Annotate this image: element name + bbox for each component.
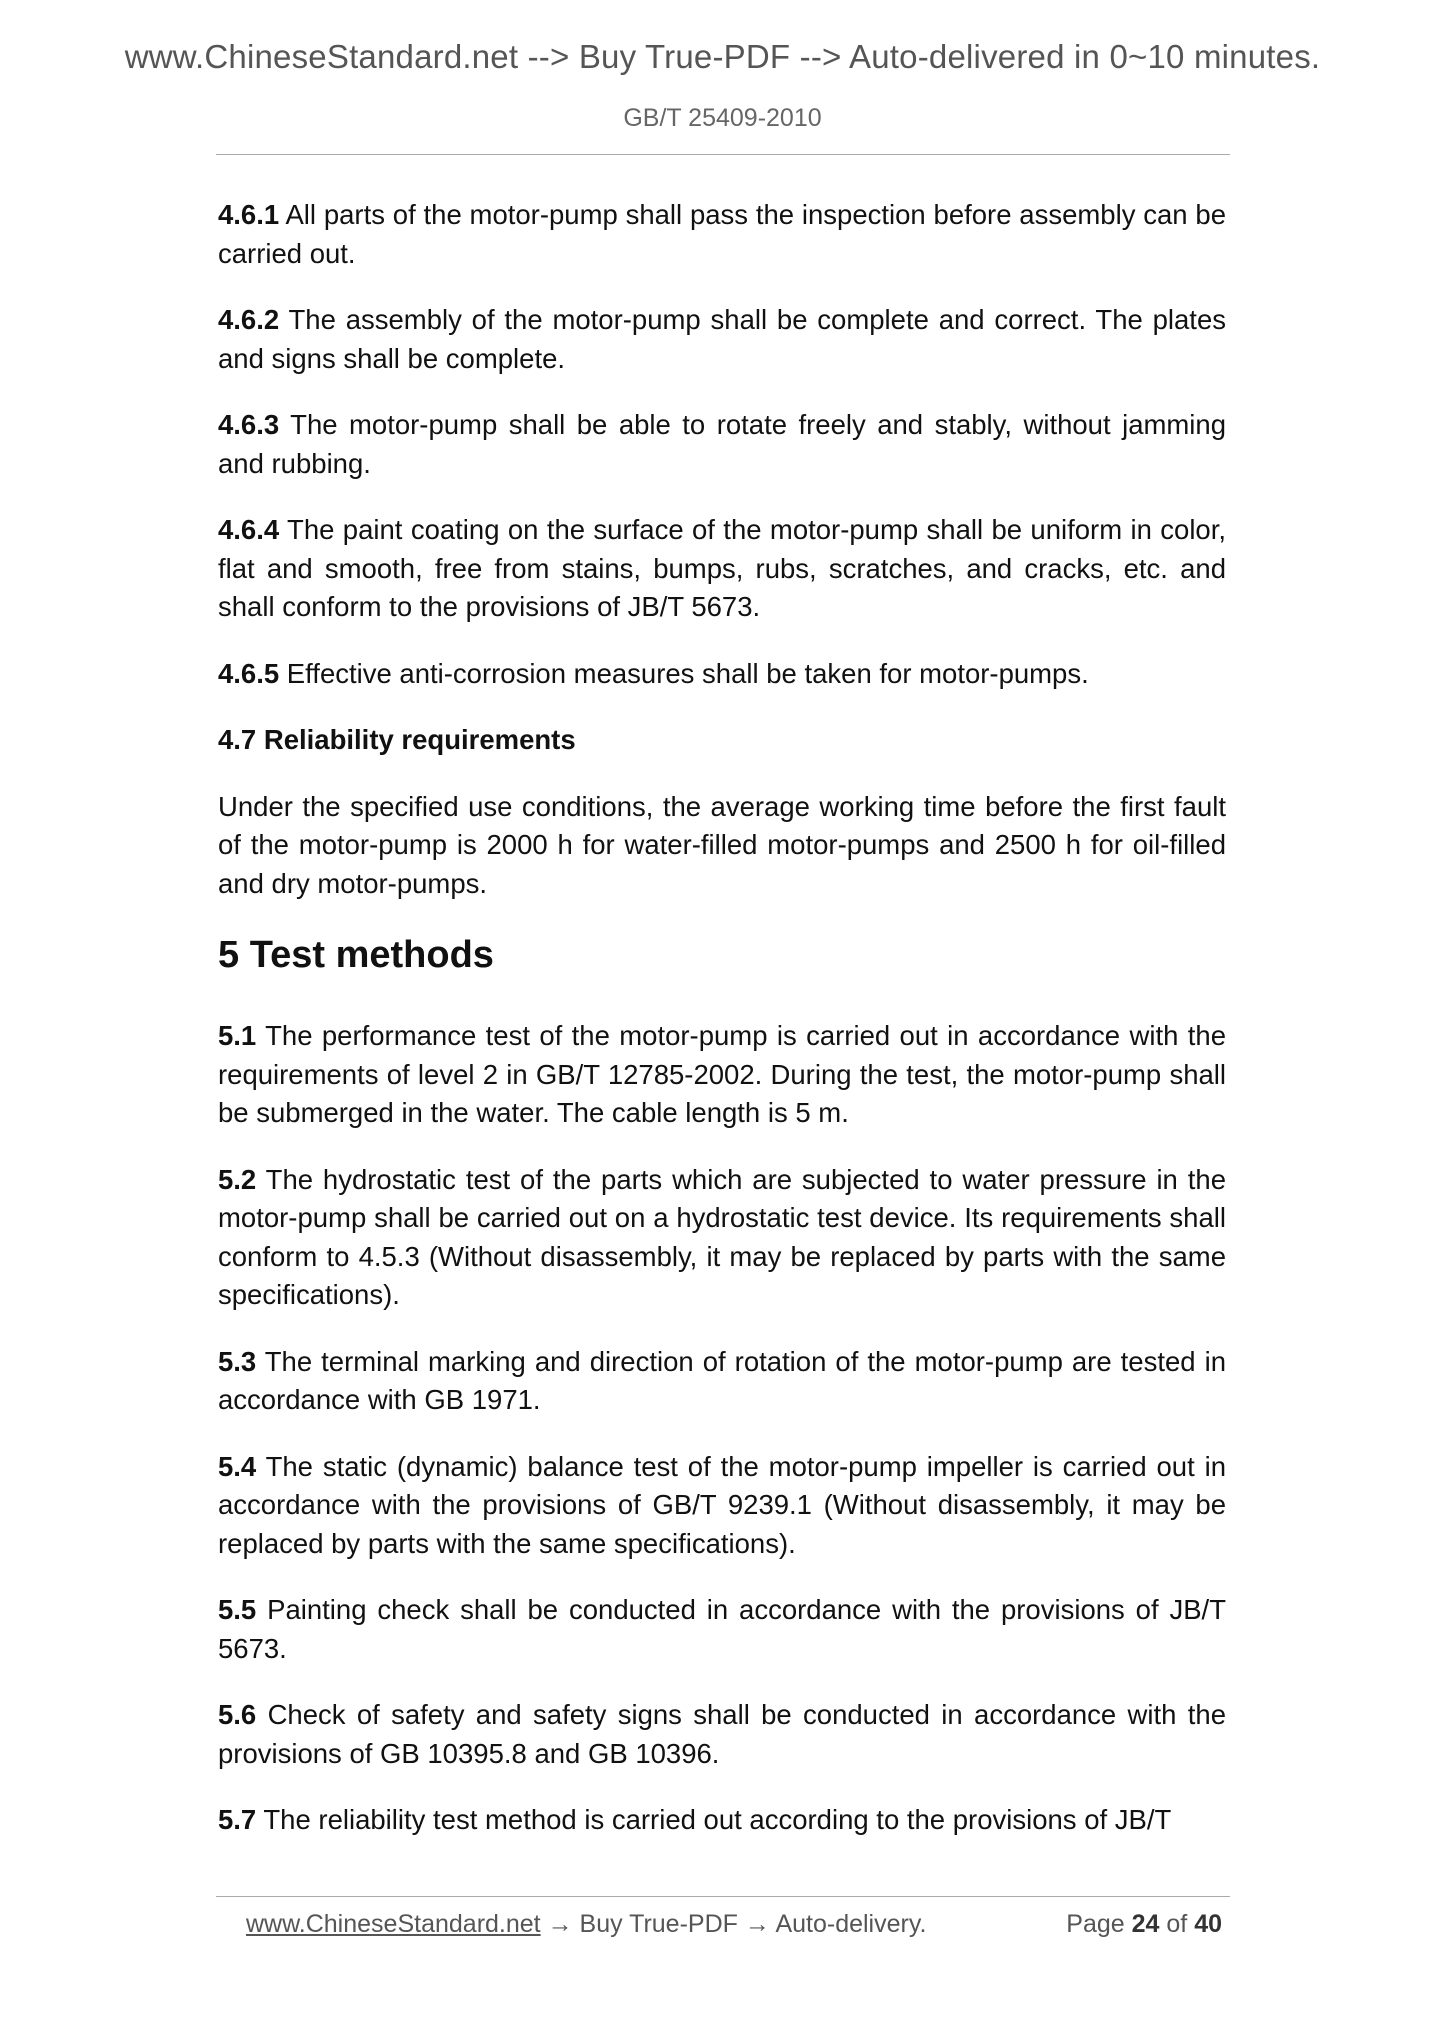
reliability-heading: 4.7 Reliability requirements xyxy=(218,724,576,755)
clause-number: 5.1 xyxy=(218,1020,257,1051)
page-indicator xyxy=(1066,1910,1222,1939)
page-label: Page xyxy=(1066,1910,1125,1938)
section-5-heading: 5 Test methods xyxy=(218,934,494,976)
clause-text: The assembly of the motor-pump shall be complete and correct. The plates and signs shall be complete. xyxy=(218,304,1226,374)
clause-5-6 xyxy=(218,1696,1226,1773)
arrow-right-icon: → xyxy=(744,1910,770,1938)
clause-4-6-5 xyxy=(218,655,1226,694)
clause-text: Effective anti-corrosion measures shall be taken for motor-pumps. xyxy=(279,657,1089,689)
footer-promo xyxy=(246,1910,926,1939)
standard-code: GB/T 25409-2010 xyxy=(623,104,822,132)
page-footer xyxy=(216,1896,1230,1944)
top-banner: www.ChineseStandard.net --> Buy True-PDF --> Auto-delivered in 0~10 minutes. xyxy=(124,38,1321,75)
clause-number: 5.3 xyxy=(218,1345,257,1377)
reliability-text: Under the specified use conditions, the average working time before the first fault of the motor-pump is 2000 h for water-filled motor-pumps and 2500 h for oil-filled and dry motor-pumps. xyxy=(218,790,1226,899)
clause-text: The static (dynamic) balance test of the motor-pump impeller is carried out in accordance with the provisions of GB/T 9239.1 (Without disassembly, it may be replaced by parts with the same specifications). xyxy=(218,1450,1226,1559)
clause-text: Painting check shall be conducted in accordance with the provisions of JB/T 5673. xyxy=(218,1594,1226,1664)
clause-4-6-1 xyxy=(218,196,1226,273)
clause-number: 5.4 xyxy=(218,1450,257,1482)
header-divider xyxy=(216,154,1230,155)
page-number: 24 xyxy=(1131,1910,1160,1938)
clause-5-1 xyxy=(218,1017,1226,1133)
clause-5-5 xyxy=(218,1591,1226,1668)
clause-text: The hydrostatic test of the parts which are subjected to water pressure in the motor-pump shall be carried out on a hydrostatic test device. Its requirements shall conform to 4.5.3 (Without disassembly, it may be replaced by parts with the same specifications). xyxy=(218,1163,1226,1310)
clause-4-6-2 xyxy=(218,301,1226,378)
footer-delivery-text: Auto-delivery. xyxy=(775,1910,927,1938)
clause-number: 4.6.4 xyxy=(218,514,280,545)
clause-5-3 xyxy=(218,1343,1226,1420)
clause-text: The reliability test method is carried out according to the provisions of JB/T xyxy=(256,1804,1172,1835)
arrow-right-icon: → xyxy=(547,1910,573,1938)
clause-5-4 xyxy=(218,1448,1226,1564)
clause-text: The performance test of the motor-pump is carried out in accordance with the requirements of level 2 in GB/T 12785-2002. During the test, the motor-pump shall be submerged in the water. The cable length is 5 m. xyxy=(218,1020,1226,1128)
of-label: of xyxy=(1166,1910,1188,1938)
clause-4-6-4 xyxy=(218,511,1226,627)
clause-text: Check of safety and safety signs shall be conducted in accordance with the provisions of GB 10395.8 and GB 10396. xyxy=(218,1699,1226,1769)
clause-text: The paint coating on the surface of the motor-pump shall be uniform in color, flat and smooth, free from stains, bumps, rubs, scratches, and cracks, etc. and shall conform to the provisions of JB/T 5673. xyxy=(218,514,1226,622)
footer-site-link[interactable]: www.ChineseStandard.net xyxy=(246,1910,541,1938)
clause-number: 4.6.5 xyxy=(218,657,280,689)
clause-text: All parts of the motor-pump shall pass the inspection before assembly can be carried out. xyxy=(218,199,1226,269)
clause-number: 5.2 xyxy=(218,1163,257,1195)
clause-number: 4.6.1 xyxy=(218,199,280,230)
footer-buy-text: Buy True-PDF xyxy=(579,1910,738,1938)
clause-text: The terminal marking and direction of rotation of the motor-pump are tested in accordance with GB 1971. xyxy=(218,1345,1226,1415)
clause-text: The motor-pump shall be able to rotate freely and stably, without jamming and rubbing. xyxy=(218,409,1226,479)
clause-number: 4.6.2 xyxy=(218,304,280,335)
clause-number: 4.6.3 xyxy=(218,409,280,440)
document-body xyxy=(218,196,1226,1868)
clause-number: 5.7 xyxy=(218,1804,257,1835)
clause-5-2 xyxy=(218,1161,1226,1315)
clause-5-7 xyxy=(218,1801,1226,1840)
page-total: 40 xyxy=(1194,1910,1222,1938)
clause-number: 5.6 xyxy=(218,1699,257,1730)
clause-number: 5.5 xyxy=(218,1594,257,1625)
clause-4-6-3 xyxy=(218,406,1226,483)
